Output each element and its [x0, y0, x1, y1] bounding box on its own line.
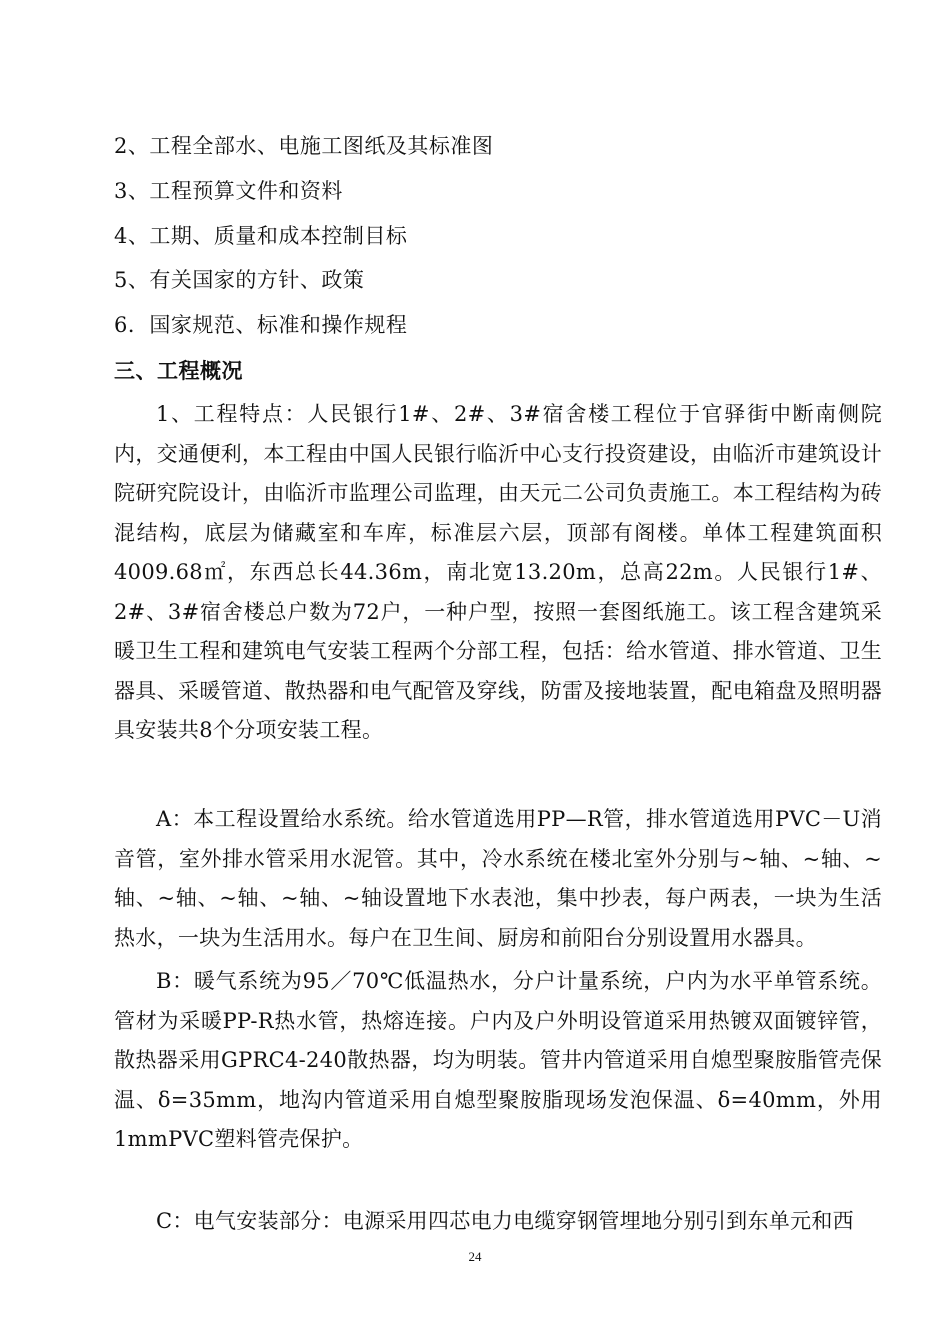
list-item: 5、有关国家的方针、政策 [114, 268, 365, 292]
paragraph-electrical: C：电气安装部分：电源采用四芯电力电缆穿钢管埋地分别引到东单元和西 [156, 1209, 854, 1233]
list-item: 3、工程预算文件和资料 [114, 179, 343, 203]
section-heading: 三、工程概况 [114, 358, 243, 383]
list-item: 6．国家规范、标准和操作规程 [114, 313, 408, 337]
list-item: 4、工期、质量和成本控制目标 [114, 224, 408, 248]
paragraph-heating-system: B：暖气系统为95／70℃低温热水，分户计量系统，户内为水平单管系统。管材为采暖PP-R热水管，热熔连接。户内及户外明设管道采用热镀双面镀锌管，散热器采用GPRC4-240散热器，均为明装。管井内管道采用自熄型聚胺脂管壳保温、δ=35mm，地沟内管道采用自熄型聚胺脂现场发泡保温、δ=40mm，外用1mmPVC塑料管壳保护。 [114, 969, 882, 1151]
list-item: 2、工程全部水、电施工图纸及其标准图 [114, 134, 494, 158]
paragraph-water-supply: A：本工程设置给水系统。给水管道选用PP—R管，排水管道选用PVC－U消音管，室外排水管采用水泥管。其中，冷水系统在楼北室外分别与~轴、~轴、~轴、~轴、~轴、~轴、~轴设置地下水表池，集中抄表，每户两表，一块为生活热水，一块为生活用水。每户在卫生间、厨房和前阳台分别设置用水器具。 [114, 807, 882, 950]
page-number: 24 [468, 1249, 482, 1264]
paragraph-project-features: 1、工程特点：人民银行1#、2#、3#宿舍楼工程位于官驿街中断南侧院内，交通便利，本工程由中国人民银行临沂中心支行投资建设，由临沂市建筑设计院研究院设计，由临沂市监理公司监理，由天元二公司负责施工。本工程结构为砖混结构，底层为储藏室和车库，标准层六层，顶部有阁楼。单体工程建筑面积4009.68㎡，东西总长44.36m，南北宽13.20m，总高22m。人民银行1#、2#、3#宿舍楼总户数为72户，一种户型，按照一套图纸施工。该工程含建筑采暖卫生工程和建筑电气安装工程两个分部工程，包括：给水管道、排水管道、卫生器具、采暖管道、散热器和电气配管及穿线，防雷及接地装置，配电箱盘及照明器具安装共8个分项安装工程。 [114, 402, 882, 742]
